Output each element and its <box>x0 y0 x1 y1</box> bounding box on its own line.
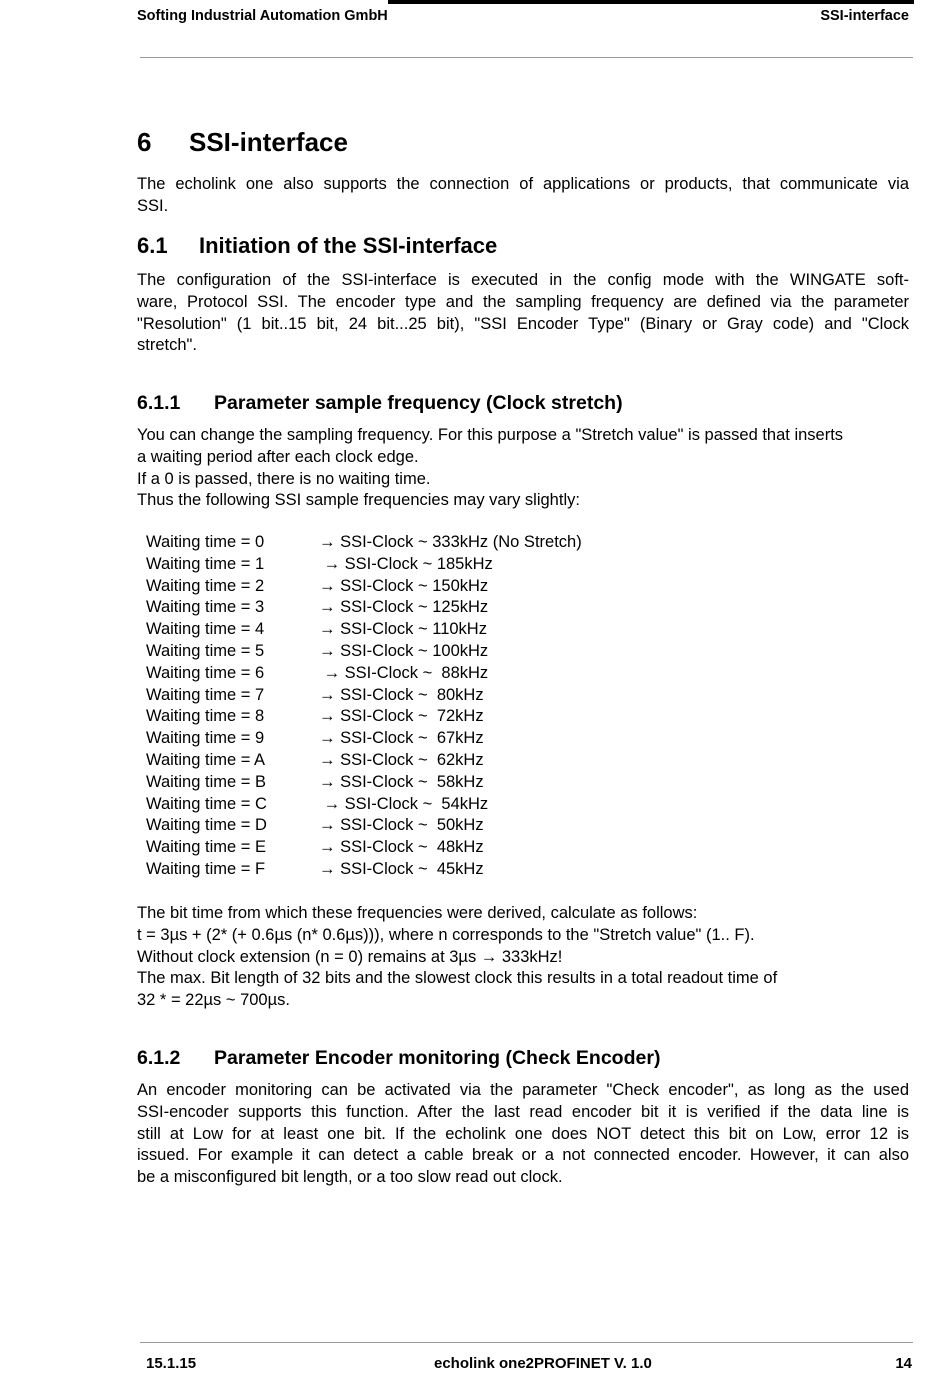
section-6-1-2-number: 6.1.2 <box>137 1047 181 1069</box>
ssi-clock-value: → SSI-Clock ~ 45kHz <box>319 859 484 878</box>
chapter-intro <box>137 174 909 218</box>
ssi-clock-value: → SSI-Clock ~ 185kHz <box>319 554 493 573</box>
ssi-clock-value: → SSI-Clock ~ 125kHz <box>319 598 489 617</box>
waiting-time-label: Waiting time = 0 <box>146 533 265 551</box>
paragraph-line: a waiting period after each clock edge. <box>137 447 419 466</box>
ssi-clock-value: → SSI-Clock ~ 88kHz <box>319 663 489 682</box>
ssi-clock-value: → SSI-Clock ~ 62kHz <box>319 750 484 769</box>
section-6-1-1-title: Parameter sample frequency (Clock stretch) <box>214 392 623 414</box>
section-6-1-1-number: 6.1.1 <box>137 392 181 414</box>
section-6-1-2-heading <box>137 1049 660 1069</box>
paragraph-line: SSI-encoder supports this function. After the last read encoder bit it is verified if the data line is <box>137 1102 909 1121</box>
page-number: 14 <box>895 1355 912 1372</box>
waiting-time-label: Waiting time = 4 <box>146 620 265 639</box>
section-6-1-heading <box>137 235 497 257</box>
ssi-clock-value: → SSI-Clock ~ 72kHz <box>319 707 484 726</box>
ssi-clock-value: → SSI-Clock ~ 150kHz <box>319 576 489 595</box>
section-6-1-paragraph <box>137 270 909 357</box>
waiting-time-label: Waiting time = 6 <box>146 663 265 682</box>
waiting-time-label: Waiting time = 1 <box>146 554 265 573</box>
header-section: SSI-interface <box>820 8 909 24</box>
paragraph-line: Thus the following SSI sample frequencies may vary slightly: <box>137 491 580 510</box>
section-6-1-2-paragraph <box>137 1080 909 1189</box>
chapter-heading <box>137 129 348 155</box>
paragraph-line: The max. Bit length of 32 bits and the slowest clock this results in a total readout time of <box>137 969 778 988</box>
paragraph-line: 32 * = 22µs ~ 700µs. <box>137 991 290 1010</box>
paragraph-line: You can change the sampling frequency. For this purpose a "Stretch value" is passed that inserts <box>137 426 844 444</box>
paragraph-line: If a 0 is passed, there is no waiting time. <box>137 469 431 488</box>
waiting-time-label: Waiting time = E <box>146 838 266 857</box>
header-rule-thick <box>388 0 914 4</box>
chapter-title: SSI-interface <box>189 127 348 157</box>
ssi-clock-value: → SSI-Clock ~ 100kHz <box>319 641 489 660</box>
ssi-clock-value: → SSI-Clock ~ 54kHz <box>319 794 489 813</box>
paragraph-line: still at Low for at least one bit. If the echolink one does NOT detect this bit on Low, error 12 is <box>137 1124 909 1143</box>
ssi-clock-value: → SSI-Clock ~ 58kHz <box>319 772 484 791</box>
footer-date: 15.1.15 <box>146 1355 197 1372</box>
bit-time-calculation <box>137 903 909 1012</box>
section-6-1-1-intro <box>137 425 909 512</box>
section-6-1-2-title: Parameter Encoder monitoring (Check Encoder) <box>214 1047 661 1069</box>
chapter-intro-line: SSI. <box>137 196 169 215</box>
paragraph-line: stretch". <box>137 336 197 355</box>
waiting-time-label: Waiting time = 2 <box>146 576 265 595</box>
ssi-clock-value: → SSI-Clock ~ 333kHz (No Stretch) <box>319 533 582 551</box>
ssi-clock-value: → SSI-Clock ~ 48kHz <box>319 838 484 857</box>
paragraph-line: The configuration of the SSI-interface is executed in the config mode with the WINGATE soft- <box>137 271 909 289</box>
ssi-clock-value: → SSI-Clock ~ 50kHz <box>319 816 484 835</box>
waiting-time-label: Waiting time = 3 <box>146 598 265 617</box>
paragraph-line: "Resolution" (1 bit..15 bit, 24 bit...25 bit), "SSI Encoder Type" (Binary or Gray code) and "Clock <box>137 314 909 333</box>
waiting-time-label: Waiting time = 7 <box>146 685 265 704</box>
header-divider <box>140 57 913 58</box>
ssi-clock-value: → SSI-Clock ~ 80kHz <box>319 685 484 704</box>
paragraph-line: An encoder monitoring can be activated via the parameter "Check encoder", as long as the used <box>137 1081 909 1099</box>
paragraph-line: ware, Protocol SSI. The encoder type and the sampling frequency are defined via the parameter <box>137 292 909 311</box>
header-company: Softing Industrial Automation GmbH <box>137 8 388 24</box>
waiting-time-label: Waiting time = C <box>146 794 267 813</box>
chapter-number: 6 <box>137 127 152 157</box>
chapter-intro-line: The echolink one also supports the connection of applications or products, that communicate via <box>137 175 909 193</box>
waiting-time-label: Waiting time = 9 <box>146 729 265 748</box>
paragraph-line: The bit time from which these frequencies were derived, calculate as follows: <box>137 904 698 922</box>
waiting-time-label: Waiting time = A <box>146 750 266 769</box>
waiting-time-label: Waiting time = 8 <box>146 707 265 726</box>
waiting-time-label: Waiting time = D <box>146 816 267 835</box>
ssi-clock-value: → SSI-Clock ~ 67kHz <box>319 729 484 748</box>
waiting-time-label: Waiting time = 5 <box>146 641 265 660</box>
section-6-1-title: Initiation of the SSI-interface <box>199 233 498 258</box>
paragraph-line: issued. For example it can detect a cable break or a not connected encoder. However, it can also <box>137 1146 909 1165</box>
paragraph-line: Without clock extension (n = 0) remains at 3µs → 333kHz! <box>137 947 563 966</box>
section-6-1-1-heading <box>137 394 623 414</box>
section-6-1-number: 6.1 <box>137 233 168 258</box>
ssi-clock-value: → SSI-Clock ~ 110kHz <box>319 620 487 639</box>
footer-divider <box>140 1342 913 1343</box>
footer-product: echolink one2PROFINET V. 1.0 <box>434 1355 652 1372</box>
waiting-time-label: Waiting time = F <box>146 859 266 878</box>
formula-line: t = 3µs + (2* (+ 0.6µs (n* 0.6µs))), where n corresponds to the "Stretch value" (1.. F). <box>137 925 755 944</box>
waiting-time-label: Waiting time = B <box>146 772 266 791</box>
paragraph-line: be a misconfigured bit length, or a too slow read out clock. <box>137 1168 563 1187</box>
